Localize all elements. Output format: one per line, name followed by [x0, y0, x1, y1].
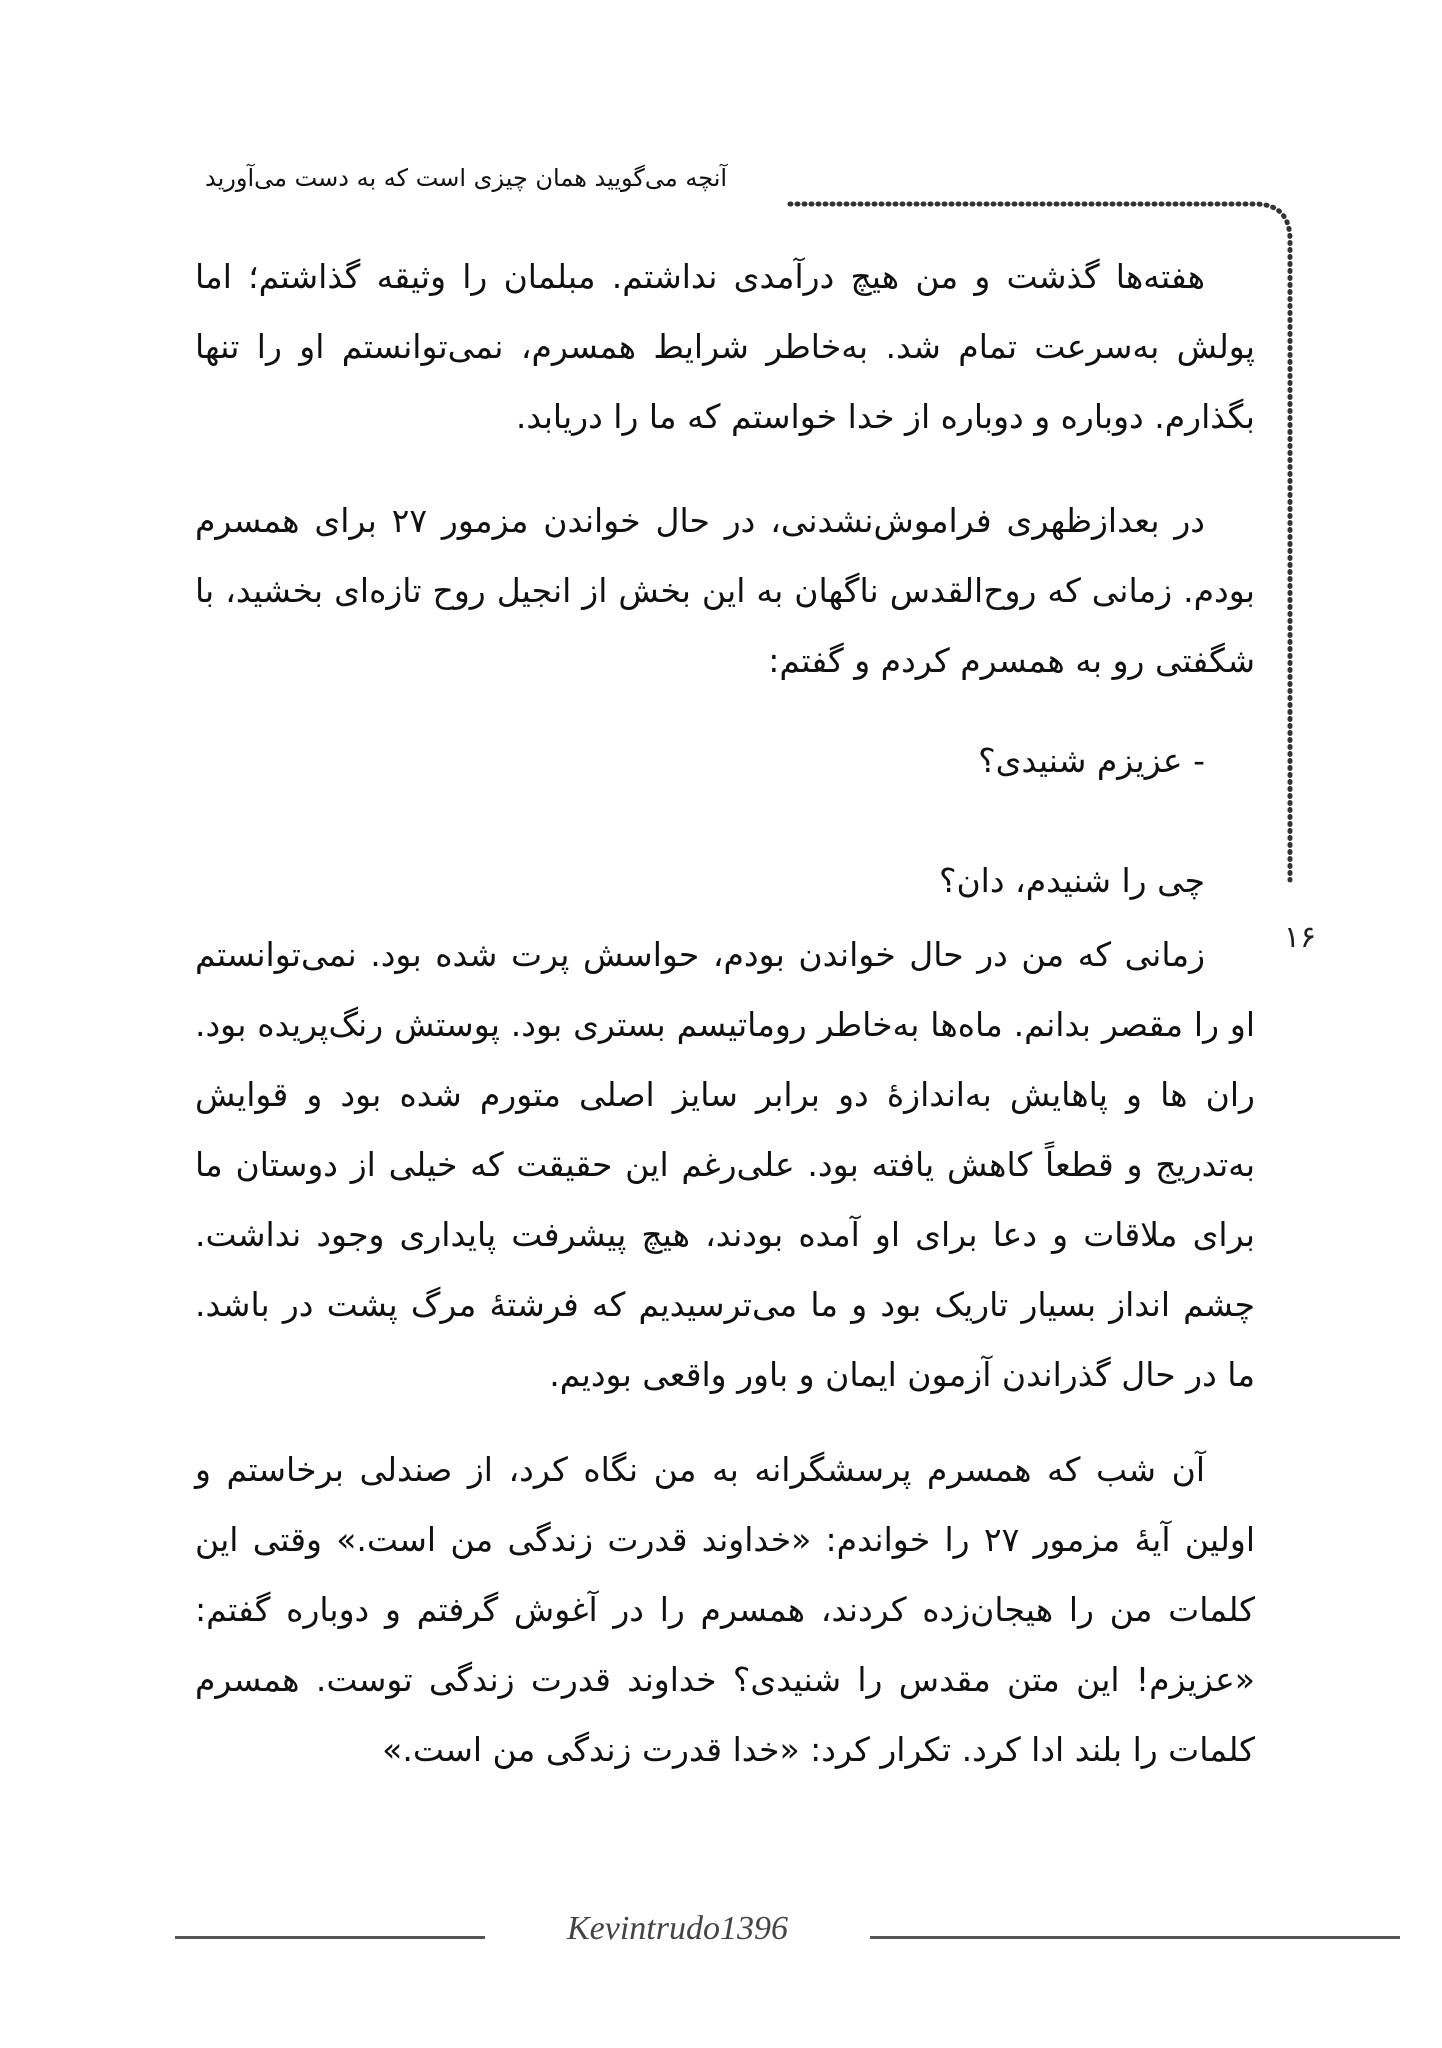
dialog-line-1: - عزیزم شنیدی؟: [978, 741, 1205, 780]
running-header: [205, 164, 1300, 224]
footer-brand: Kevintrudo1396: [567, 1910, 788, 1947]
running-header-title: آنچه می‌گویید همان چیزی است که به دست می‌آورید: [205, 164, 728, 192]
footer-rule-right: [870, 1936, 1400, 1939]
paragraph-1: هفته‌ها گذشت و من هیچ درآمدی نداشتم. مبلمان را وثیقه گذاشتم؛ اما پولش به‌سرعت تمام شد. به‌خاطر شرایط همسرم، نمی‌توانستم او را تنها بگذارم. دوباره و دوباره از خدا خواستم که ما را دریابد.: [195, 257, 1255, 436]
page-footer: [0, 1910, 1442, 1970]
paragraph-3: زمانی که من در حال خواندن بودم، حواسش پرت شده بود. نمی‌توانستم او را مقصر بدانم. ماه‌ها به‌خاطر روماتیسم بستری بود. پوستش رنگ‌پریده بود. ران ها و پاهایش به‌اندازهٔ دو برابر سایز اصلی متورم شده بود و قوایش به‌تدریج و قطعاً کاهش یافته بود. علی‌رغم این حقیقت که خیلی از دوستان ما برای ملاقات و دعا برای او آمده بودند، هیچ پیشرفت پایداری وجود نداشت. چشم انداز بسیار تاریک بود و ما می‌ترسیدیم که فرشتهٔ مرگ پشت در باشد. ما در حال گذراندن آزمون ایمان و باور واقعی بودیم.: [195, 935, 1255, 1394]
paragraph-2: در بعدازظهری فراموش‌نشدنی، در حال خواندن مزمور ۲۷ برای همسرم بودم. زمانی که روح‌القدس ناگهان به این بخش از انجیل روح تازه‌ای بخشید، با شگفتی رو به همسرم کردم و گفتم:: [195, 501, 1255, 680]
dialog-line-2: چی را شنیدم، دان؟: [938, 861, 1205, 900]
page-number: ۱۶: [1283, 920, 1317, 955]
paragraph-4: آن شب که همسرم پرسشگرانه به من نگاه کرد، از صندلی برخاستم و اولین آیهٔ مزمور ۲۷ را خواندم: «خداوند قدرت زندگی من است.» وقتی این کلمات من را هیجان‌زده کردند، همسرم را در آغوش گرفتم و دوباره گفتم: «عزیزم! این متن مقدس را شنیدی؟ خداوند قدرت زندگی توست. همسرم کلمات را بلند ادا کرد. تکرار کرد: «خدا قدرت زندگی من است.»: [195, 1450, 1255, 1769]
footer-rule-left: [175, 1936, 485, 1939]
